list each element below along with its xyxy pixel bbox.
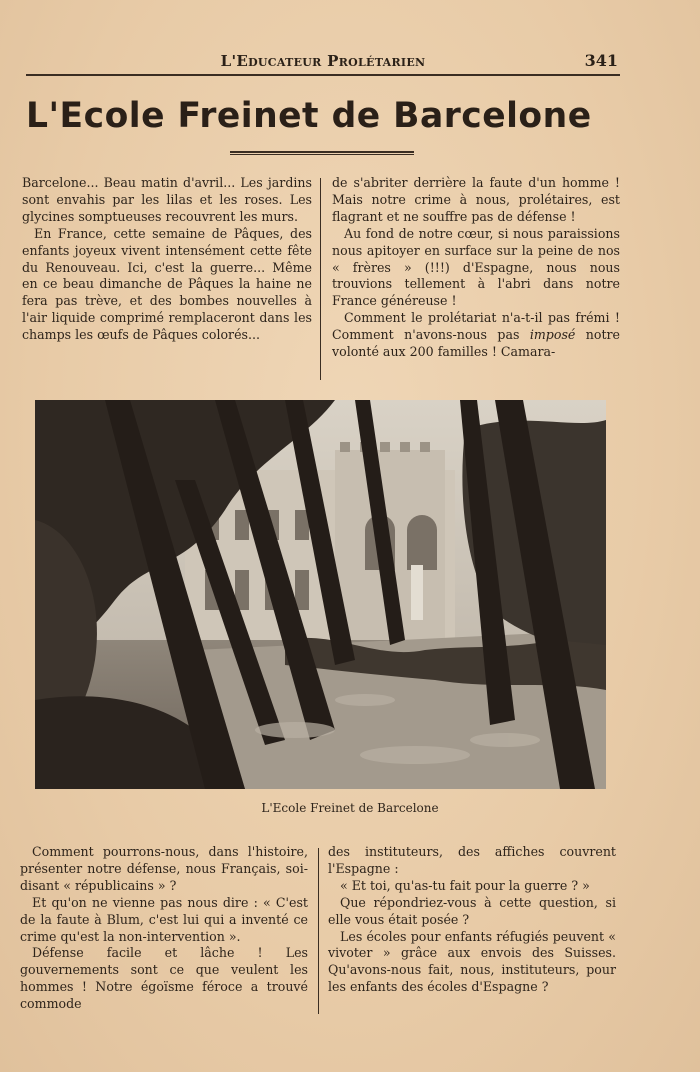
- paragraph: Comment pourrons-nous, dans l'histoire, présenter notre défense, nous Français, soi-disant « républicains » ?: [20, 844, 308, 893]
- paragraph: Et qu'on ne vienne pas nous dire : « C'est de la faute à Blum, c'est lui qui a inventé ce crime qu'est la non-intervention ».: [20, 894, 308, 944]
- paragraph: Défense facile et lâche ! Les gouvernements sont ce que veulent les hommes ! Notre égoïsme féroce a trouvé commode: [20, 945, 308, 1012]
- text-run: notre volonté aux 200 familles ! Camara-: [332, 327, 620, 360]
- paragraph: de s'abriter derrière la faute d'un homme ! Mais notre crime à nous, prolétaires, est flagrant et ne souffre pas de défense !: [332, 175, 620, 224]
- column-divider: [318, 848, 319, 1014]
- photo-illustration: [35, 400, 606, 789]
- top-right-column: [332, 175, 620, 361]
- text-run: Comment le prolétariat n'a-t-il pas frémi ! Comment n'avons-nous pas: [332, 310, 620, 343]
- bottom-right-column: [328, 844, 616, 996]
- article-title: L'Ecole Freinet de Barcelone: [26, 96, 592, 136]
- paragraph: En France, cette semaine de Pâques, des enfants joyeux vivent intensément cette fête du Renouveau. Ici, c'est la guerre... Même en ce beau dimanche de Pâques la haine ne fera pas trève, et des bombes nouvelles à l'air liquide comprimé remplaceront dans les champs les œufs de Pâques colorés...: [22, 225, 312, 343]
- paragraph: Les écoles pour enfants réfugiés peuvent « vivoter » grâce aux envois des Suisses. Qu'avons-nous fait, nous, instituteurs, pour les enfants des écoles d'Espagne ?: [328, 928, 616, 995]
- top-left-column: [22, 175, 312, 344]
- paragraph: des instituteurs, des affiches couvrent l'Espagne :: [328, 844, 616, 876]
- paragraph: « Et toi, qu'as-tu fait pour la guerre ? »: [340, 877, 590, 893]
- photo-caption: L'Ecole Freinet de Barcelone: [261, 801, 439, 815]
- paragraph: [332, 310, 620, 361]
- column-divider: [320, 178, 321, 380]
- emphasis-text: imposé: [529, 327, 576, 343]
- running-head: [26, 50, 620, 76]
- paragraph: Que répondriez-vous à cette question, si elle vous était posée ?: [328, 894, 616, 927]
- page-number: 341: [584, 51, 618, 70]
- paragraph: Barcelone... Beau matin d'avril... Les jardins sont envahis par les lilas et les roses. Les glycines somptueuses recouvrent les murs.: [22, 175, 312, 224]
- school-photograph: [35, 400, 606, 789]
- journal-name: L'Educateur Prolétarien: [220, 52, 426, 70]
- title-underline: [230, 151, 414, 155]
- paragraph: Au fond de notre cœur, si nous paraissions nous apitoyer en surface sur la peine de nos « frères » (!!!) d'Espagne, nous nous trouvions tellement à l'abri dans notre France généreuse !: [332, 225, 620, 309]
- bottom-left-column: [20, 844, 308, 1013]
